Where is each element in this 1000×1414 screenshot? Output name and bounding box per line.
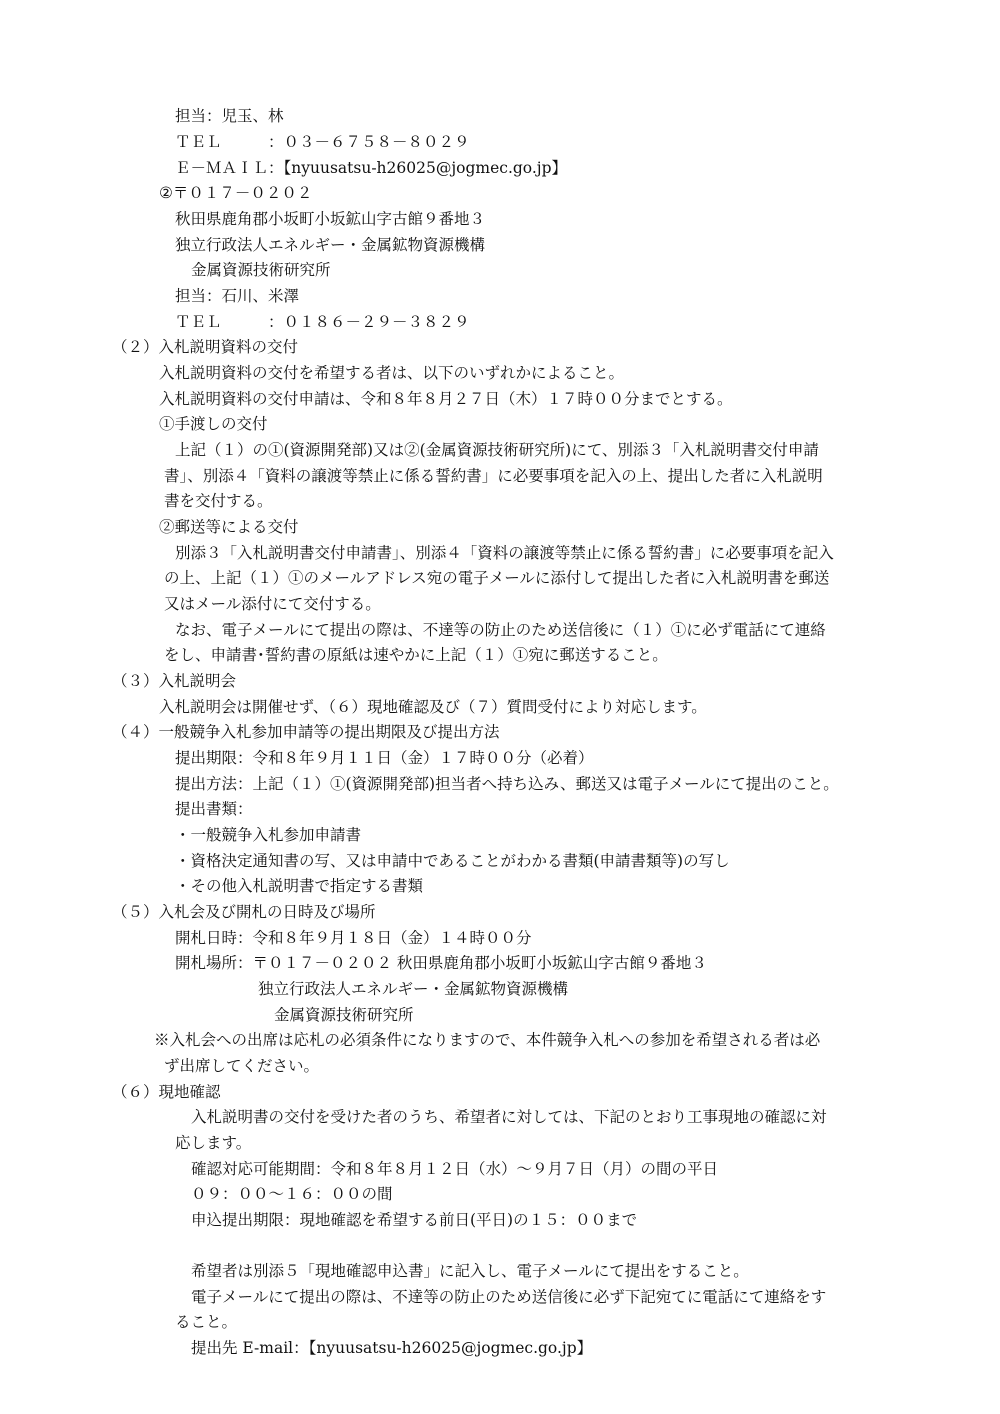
section2-item2-text: なお、電子メールにて提出の際は、不達等の防止のため送信後に（１）①に必ず電話にて連絡 [175,621,826,639]
section6-paragraph: 入札説明書の交付を受けた者のうち、希望者に対しては、下記のとおり工事現地の確認に対 [191,1108,827,1126]
section6-paragraph: 応します。 [175,1134,252,1152]
section4-docs-label: 提出書類： [175,800,253,818]
section4-deadline: 提出期限：令和８年９月１１日（金）１７時００分（必着） [175,749,594,767]
section6-paragraph: 希望者は別添５「現地確認申込書」に記入し、電子メールにて提出をすること。 [191,1262,749,1280]
section4-heading: （４）一般競争入札参加申請等の提出期限及び提出方法 [112,723,500,741]
section2-item1-text: 書を交付する。 [164,492,273,510]
contact1-email: Ｅ－ＭＡＩＬ：【nyuusatsu-h26025@jogmec.go.jp】 [175,159,568,177]
section2-item2-text: 別添３「入札説明書交付申請書」、別添４「資料の譲渡等禁止に係る誓約書」に必要事項を記入 [175,544,834,562]
section4-doc-item: ・一般競争入札参加申請書 [175,826,362,844]
contact2-postal: ②〒０１７－０２０２ [159,184,313,202]
section6-submit-to: 提出先 E-mail：【nyuusatsu-h26025@jogmec.go.jp】 [191,1339,593,1357]
section6-hours: ０９：００～１６：００の間 [191,1185,393,1203]
section6-heading: （６）現地確認 [112,1083,221,1101]
section5-datetime: 開札日時：令和８年９月１８日（金）１４時００分 [175,929,532,947]
section4-method: 提出方法：上記（１）①(資源開発部)担当者へ持ち込み、郵送又は電子メールにて提出のこと。 [175,775,839,793]
section2-item1-text: 上記（１）の①(資源開発部)又は②(金属資源技術研究所)にて、別添３「入札説明書交付申請 [175,441,819,459]
contact2-org: 独立行政法人エネルギー・金属鉱物資源機構 [175,236,486,254]
section6-period: 確認対応可能期間：令和８年８月１２日（水）～９月７日（月）の間の平日 [191,1160,719,1178]
section3-paragraph: 入札説明会は開催せず、（６）現地確認及び（７）質問受付により対応します。 [159,698,707,716]
section5-note: ず出席してください。 [164,1057,320,1075]
section2-item2-text: 又はメール添付にて交付する。 [164,595,381,613]
section2-item1-title: ①手渡しの交付 [159,415,268,433]
section6-paragraph: 電子メールにて提出の際は、不達等の防止のため送信後に必ず下記宛てに電話にて連絡をす [191,1288,827,1306]
contact2-tel: ＴＥＬ ：０１８６－２９－３８２９ [175,313,470,331]
section5-place-org: 独立行政法人エネルギー・金属鉱物資源機構 [258,980,569,998]
section3-heading: （３）入札説明会 [112,672,237,690]
contact1-person: 担当：児玉、林 [175,107,284,125]
section4-doc-item: ・その他入札説明書で指定する書類 [175,877,424,895]
contact1-tel: ＴＥＬ ：０３－６７５８－８０２９ [175,133,470,151]
contact2-address: 秋田県鹿角郡小坂町小坂鉱山字古館９番地３ [175,210,486,228]
contact2-dept: 金属資源技術研究所 [191,261,331,279]
contact2-person: 担当：石川、米澤 [175,287,300,305]
section5-note: ※入札会への出席は応札の必須条件になりますので、本件競争入札への参加を希望される者は必 [154,1031,821,1049]
section5-place: 開札場所：〒０１７－０２０２ 秋田県鹿角郡小坂町小坂鉱山字古館９番地３ [175,954,707,972]
section2-heading: （２）入札説明資料の交付 [112,338,299,356]
section4-doc-item: ・資格決定通知書の写、又は申請中であることがわかる書類(申請書類等)の写し [175,852,730,870]
section2-item2-title: ②郵送等による交付 [159,518,299,536]
section6-paragraph: ること。 [175,1313,238,1331]
section2-paragraph: 入札説明資料の交付申請は、令和８年８月２７日（木）１７時００分までとする。 [159,390,733,408]
section2-paragraph: 入札説明資料の交付を希望する者は、以下のいずれかによること。 [159,364,625,382]
section6-apply-deadline: 申込提出期限：現地確認を希望する前日(平日)の１５：００まで [191,1211,638,1229]
section5-heading: （５）入札会及び開札の日時及び場所 [112,903,376,921]
section2-item2-text: をし、申請書･誓約書の原紙は速やかに上記（１）①宛に郵送すること。 [164,646,668,664]
section2-item1-text: 書」、別添４「資料の譲渡等禁止に係る誓約書」に必要事項を記入の上、提出した者に入札説明 [164,467,823,485]
section2-item2-text: の上、上記（１）①のメールアドレス宛の電子メールに添付して提出した者に入札説明書を郵送 [164,569,830,587]
section5-place-dept: 金属資源技術研究所 [274,1006,414,1024]
